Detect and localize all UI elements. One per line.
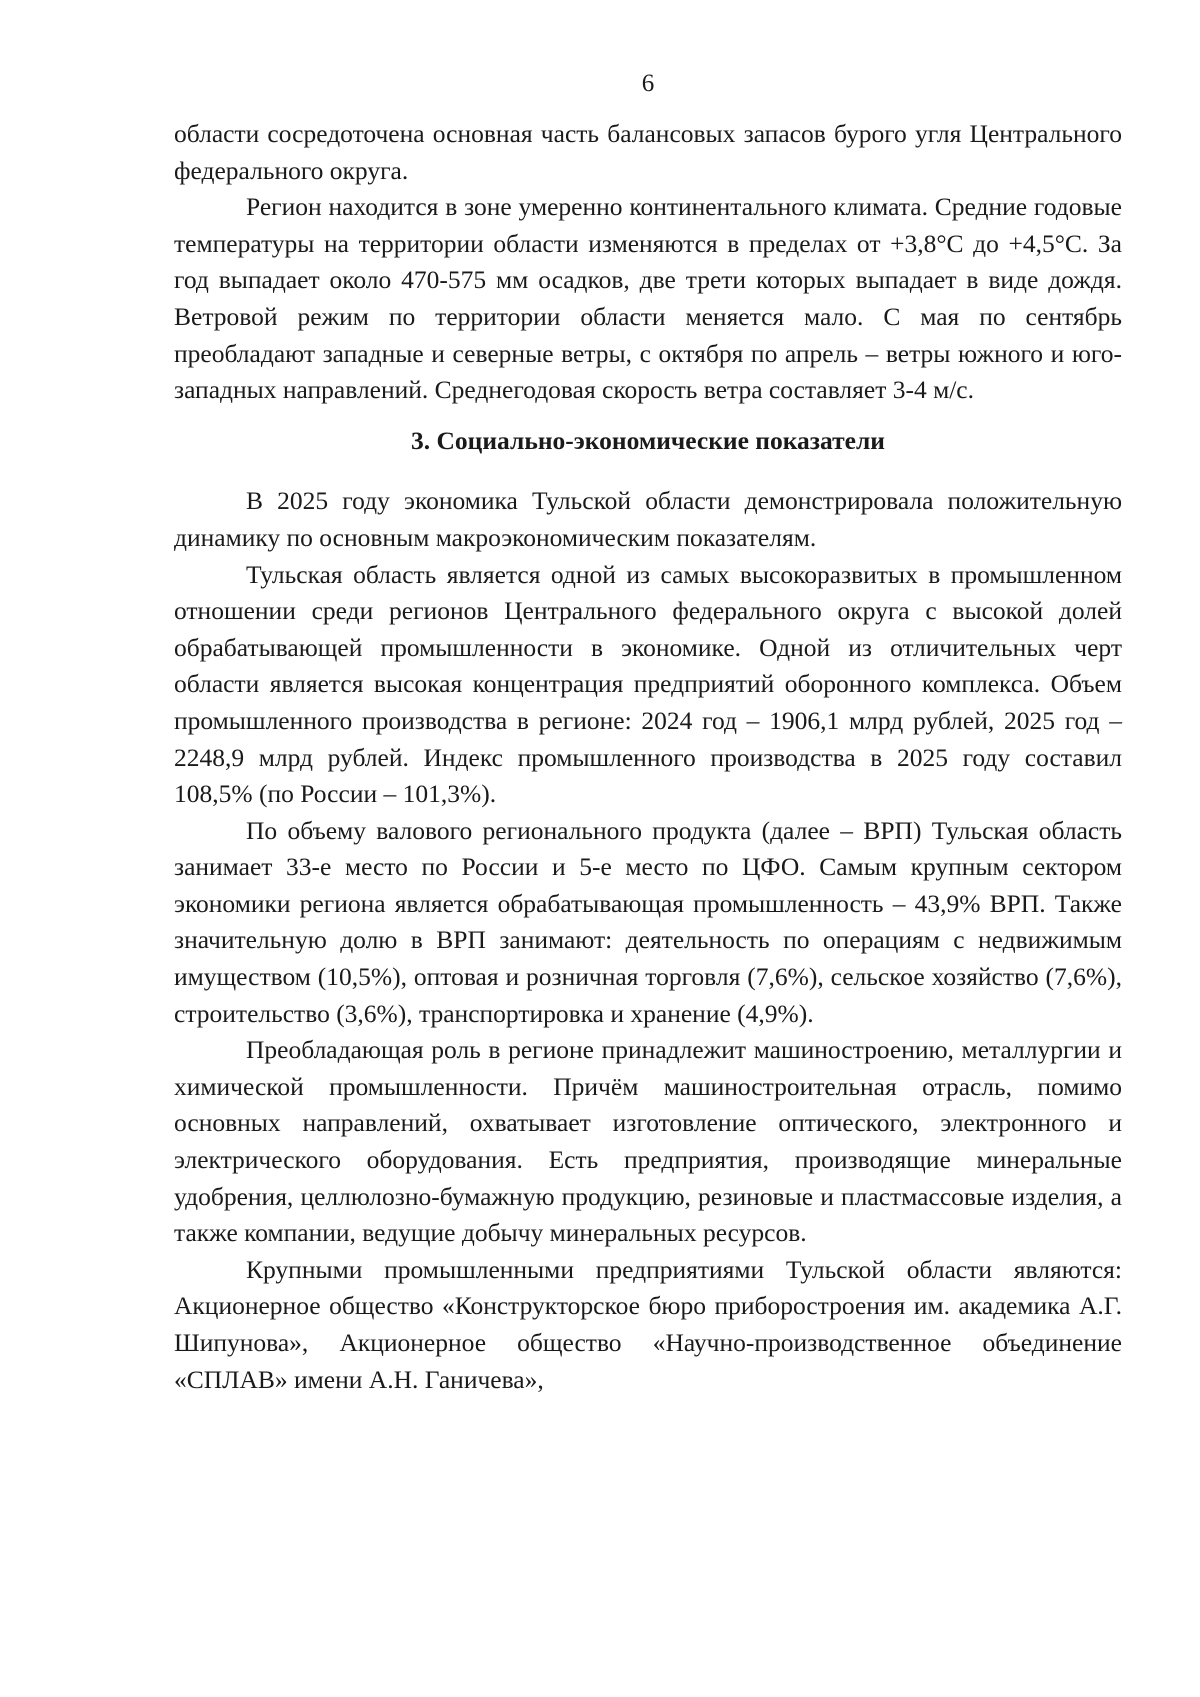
paragraph-sectors: Преобладающая роль в регионе принадлежит машиностроению, металлургии и химической промышленности. Причём машиностроительная отрасль, помимо основных направлений, охватывает изготовление оптического, электронного и электрического оборудования. Есть предприятия, производящие минеральные удобрения, целлюлозно-бумажную продукцию, резиновые и пластмассовые изделия, а также компании, ведущие добычу минеральных ресурсов. bbox=[174, 1035, 1122, 1248]
section-heading: 3. Социально-экономические показатели bbox=[411, 425, 885, 455]
paragraph-grp: По объему валового регионального продукта (далее – ВРП) Тульская область занимает 33-е место по России и 5-е место по ЦФО. Самым крупным сектором экономики региона является обрабатывающая промышленность – 43,9% ВРП. Также значительную долю в ВРП занимают: деятельность по операциям с недвижимым имуществом (10,5%), оптовая и розничная торговля (7,6%), сельское хозяйство (7,6%), строительство (3,6%), транспортировка и хранение (4,9%). bbox=[174, 815, 1122, 1028]
paragraph-coal-reserves: области сосредоточена основная часть балансовых запасов бурого угля Центрального федерального округа. bbox=[174, 119, 1122, 185]
document-page bbox=[174, 66, 1122, 1398]
page-number: 6 bbox=[641, 70, 655, 97]
paragraph-enterprises: Крупными промышленными предприятиями Тульской области являются: Акционерное общество «Конструкторское бюро приборостроения им. академика А.Г. Шипунова», Акционерное общество «Научно-производственное объединение «СПЛАВ» имени А.Н. Ганичева», bbox=[174, 1254, 1122, 1394]
paragraph-industry: Тульская область является одной из самых высокоразвитых в промышленном отношении среди регионов Центрального федерального округа с высокой долей обрабатывающей промышленности в экономике. Одной из отличительных черт области является высокая концентрация предприятий оборонного комплекса. Объем промышленного производства в регионе: 2024 год – 1906,1 млрд рублей, 2025 год – 2248,9 млрд рублей. Индекс промышленного производства в 2025 году составил 108,5% (по России – 101,3%). bbox=[174, 559, 1122, 809]
paragraph-economy-2025: В 2025 году экономика Тульской области демонстрировала положительную динамику по основным макроэкономическим показателям. bbox=[174, 486, 1122, 552]
paragraph-climate: Регион находится в зоне умеренно континентального климата. Средние годовые температуры на территории области изменяются в пределах от +3,8°С до +4,5°С. За год выпадает около 470-575 мм осадков, две трети которых выпадает в виде дождя. Ветровой режим по территории области меняется мало. С мая по сентябрь преобладают западные и северные ветры, с октября по апрель – ветры южного и юго-западных направлений. Среднегодовая скорость ветра составляет 3-4 м/с. bbox=[174, 192, 1122, 405]
